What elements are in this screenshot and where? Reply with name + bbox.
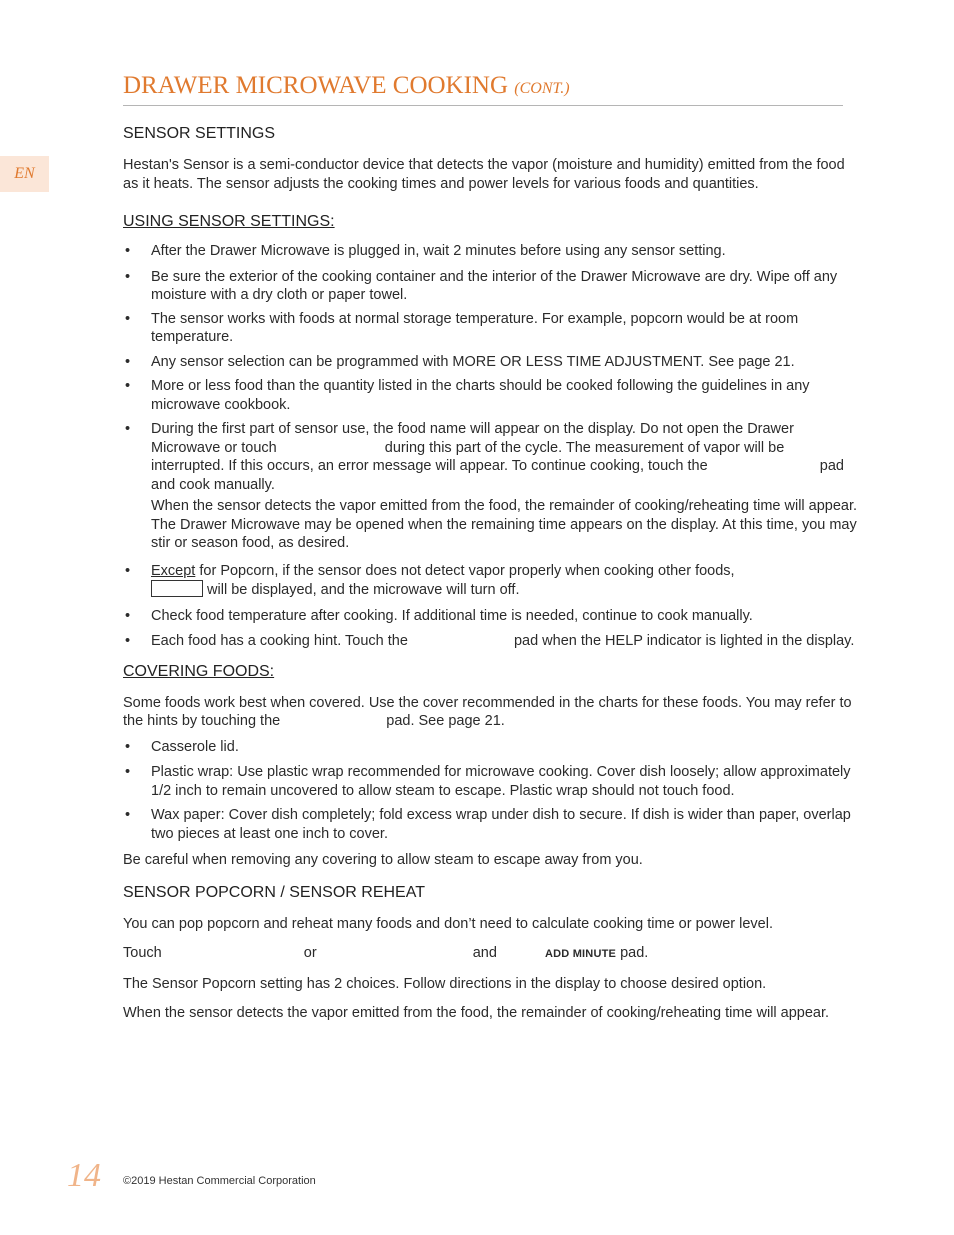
list-item-paragraph: When the sensor detects the vapor emitted from the food, the remainder of cooking/reheating time will appear. The Drawer Microwave may be opened when the remaining time appears on the display. At this time, you may stir or season food, as desired. bbox=[151, 498, 858, 551]
except-text: Except bbox=[151, 562, 196, 579]
title-main: DRAWER MICROWAVE COOKING bbox=[123, 72, 509, 99]
list-item-text: During the first part of sensor use, the food name will appear on the display. Do not open the Drawer Microwave or touch bbox=[151, 421, 794, 456]
list-item-text: Be sure the exterior of the cooking container and the interior of the Drawer Microwave are dry. Wipe off any moisture with a dry cloth or paper towel. bbox=[151, 268, 838, 303]
main-content bbox=[123, 124, 859, 1023]
list-item bbox=[123, 806, 859, 843]
list-item-text: pad and cook manually. bbox=[151, 458, 844, 493]
list-item bbox=[123, 607, 859, 626]
using-sensor-heading: USING SENSOR SETTINGS: bbox=[123, 213, 335, 230]
list-item-text: Check food temperature after cooking. If additional time is needed, continue to cook manually. bbox=[151, 607, 753, 624]
covering-intro bbox=[123, 694, 859, 731]
page-number: 14 bbox=[67, 1157, 101, 1194]
language-tab: EN bbox=[0, 156, 49, 192]
covering-foods-heading: COVERING FOODS: bbox=[123, 662, 275, 680]
error-display-box bbox=[151, 580, 203, 597]
list-item-text: After the Drawer Microwave is plugged in, wait 2 minutes before using any sensor setting. bbox=[151, 243, 726, 259]
list-item-text: Wax paper: Cover dish completely; fold excess wrap under dish to secure. If dish is wider than paper, overlap two pieces at least one inch to cover. bbox=[151, 807, 851, 842]
list-item bbox=[123, 632, 859, 651]
popcorn-paragraph: When the sensor detects the vapor emitted from the food, the remainder of cooking/reheating time will appear. bbox=[123, 1005, 830, 1021]
popcorn-instructions bbox=[123, 944, 859, 964]
list-item bbox=[123, 420, 859, 553]
list-item bbox=[123, 310, 859, 347]
list-item-text: Plastic wrap: Use plastic wrap recommended for microwave cooking. Cover dish loosely; allow approximately 1/2 inch to remain uncovered to allow steam to escape. Plastic wrap should not touch food. bbox=[151, 764, 851, 799]
list-item bbox=[123, 377, 859, 414]
list-item bbox=[123, 562, 859, 600]
add-minute-pad-label: ADD MINUTE bbox=[545, 948, 617, 960]
copyright: ©2019 Hestan Commercial Corporation bbox=[123, 1175, 316, 1187]
list-item bbox=[123, 353, 859, 372]
or-text: or bbox=[303, 945, 317, 961]
sensor-settings-heading: SENSOR SETTINGS bbox=[123, 125, 276, 142]
and-text: and bbox=[472, 945, 497, 961]
pad-text: pad. bbox=[620, 945, 649, 961]
covering-list bbox=[123, 738, 859, 844]
list-item bbox=[123, 242, 859, 261]
list-item-text: will be displayed, and the microwave will turn off. bbox=[207, 582, 520, 598]
covering-intro-text: pad. See page 21. bbox=[386, 713, 505, 729]
using-sensor-list bbox=[123, 242, 859, 651]
covering-outro: Be careful when removing any covering to allow steam to escape away from you. bbox=[123, 852, 643, 868]
list-item-text: Casserole lid. bbox=[151, 738, 239, 755]
list-item-text: Each food has a cooking hint. Touch the bbox=[151, 633, 408, 649]
list-item-text: The sensor works with foods at normal storage temperature. For example, popcorn would be at room temperature. bbox=[151, 310, 799, 345]
title-cont: (CONT.) bbox=[514, 80, 570, 97]
page-title bbox=[123, 70, 843, 106]
touch-text: Touch bbox=[123, 945, 162, 961]
popcorn-paragraph: The Sensor Popcorn setting has 2 choices. Follow directions in the display to choose desired option. bbox=[123, 975, 767, 992]
list-item bbox=[123, 763, 859, 800]
popcorn-heading: SENSOR POPCORN / SENSOR REHEAT bbox=[123, 883, 425, 901]
list-item-text: pad when the HELP indicator is lighted in the display. bbox=[513, 633, 855, 649]
sensor-intro: Hestan's Sensor is a semi-conductor device that detects the vapor (moisture and humidity) emitted from the food as it heats. The sensor adjusts the cooking times and power levels for various foods and quantities. bbox=[123, 157, 845, 192]
list-item-text: during this part of the cycle. The measurement of vapor will be interrupted. If this occurs, an error message will appear. To continue cooking, touch the bbox=[151, 439, 785, 474]
list-item-text: for Popcorn, if the sensor does not detect vapor properly when cooking other foods, bbox=[199, 562, 735, 579]
list-item-text: Any sensor selection can be programmed with MORE OR LESS TIME ADJUSTMENT. See page 21. bbox=[151, 353, 795, 370]
list-item-text: More or less food than the quantity listed in the charts should be cooked following the guidelines in any microwave cookbook. bbox=[151, 378, 810, 413]
covering-intro-text: Some foods work best when covered. Use the cover recommended in the charts for these foods. You may refer to the hints by touching the bbox=[123, 694, 852, 729]
list-item bbox=[123, 268, 859, 305]
popcorn-paragraph: You can pop popcorn and reheat many foods and don’t need to calculate cooking time or power level. bbox=[123, 915, 773, 932]
list-item bbox=[123, 738, 859, 757]
